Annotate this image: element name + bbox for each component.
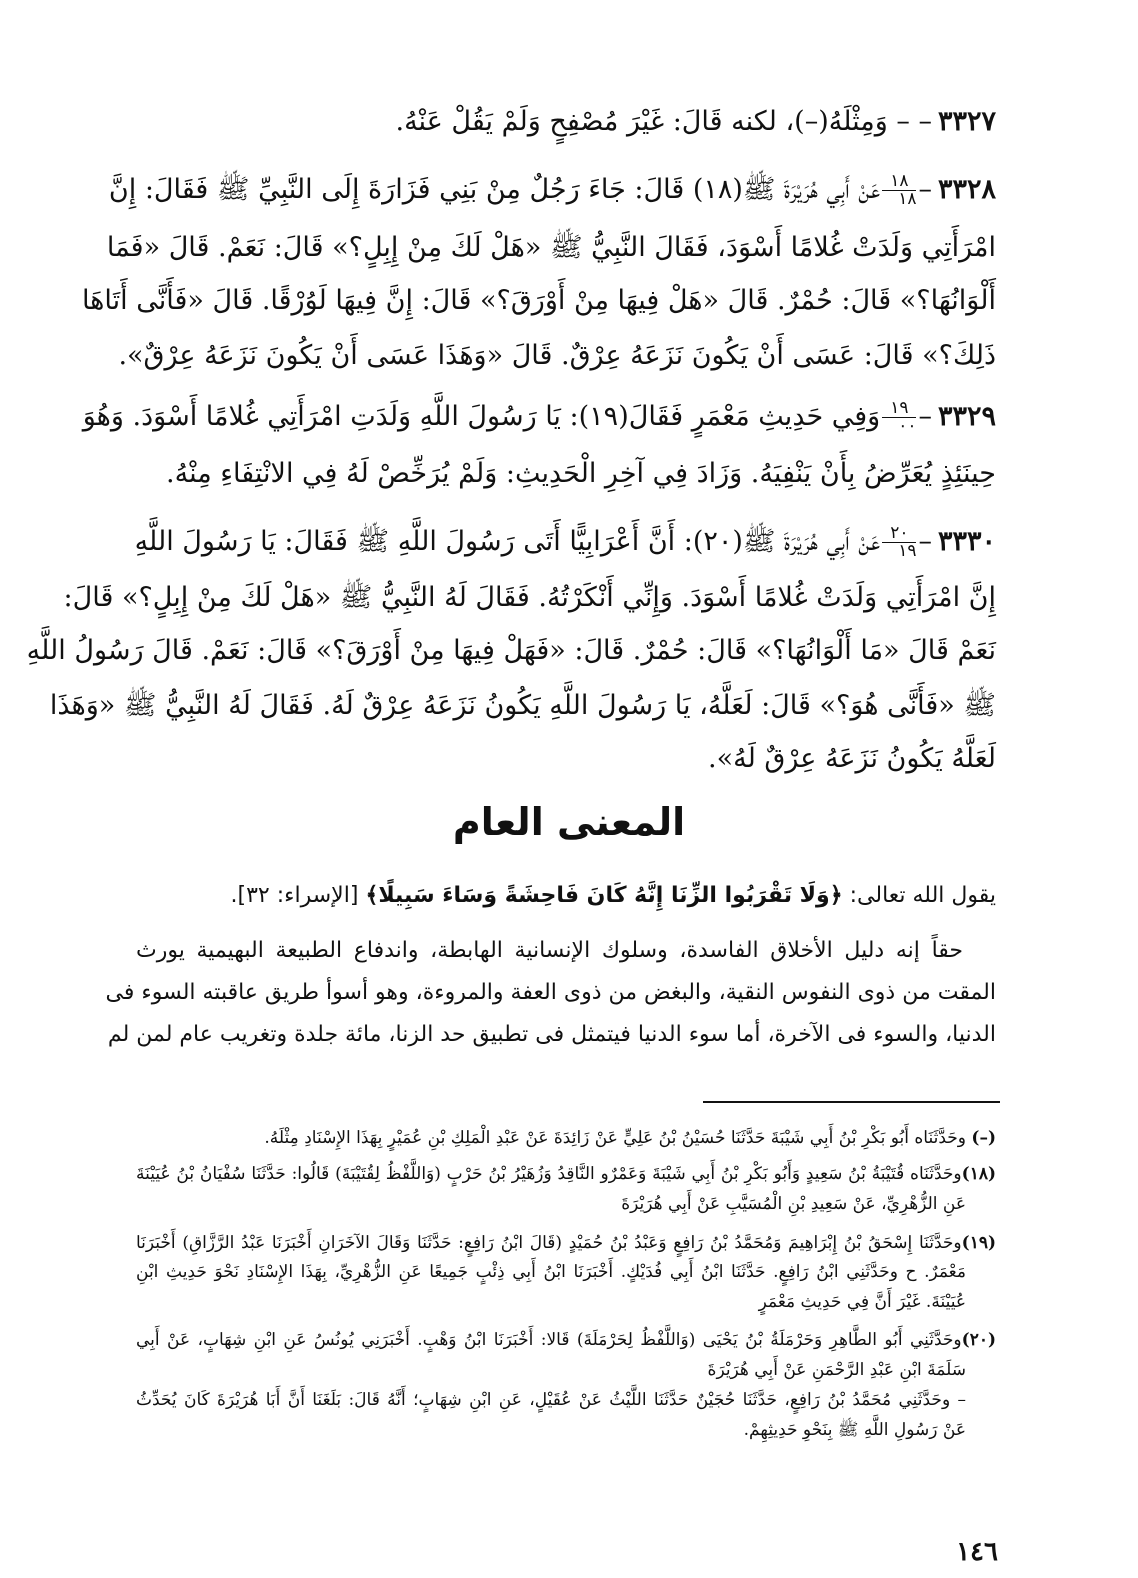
hadith-fraction: $\frac{١٩}{٠٠}$ (882, 400, 916, 435)
hadith-3330: ٣٣٣٠– $\frac{٢٠}{١٩}$ عَنْ أَبِي هُرَيْرَةَ ﷺ(٢٠): أَنَّ أَعْرَابِيًّا أَتَى رَسُولَ اللَّهِ ﷺ فَقَالَ: يَا رَسُولَ اللَّهِ (134, 523, 996, 561)
footnote-line: سَلَمَةَ ابْنِ عَبْدِ الرَّحْمَنِ عَنْ أَبِي هُرَيْرَةَ (707, 1360, 966, 1380)
footnote-line: مَعْمَرٌ. ح وحَدَّثَنِي ابْنُ رَافِعٍ. حَدَّثَنَا ابْنُ أَبِي فُدَيْكٍ. أَخْبَرَنَا ابْنُ أَبِي ذِئْبٍ جَمِيعًا عَنِ الزُّهْرِيِّ، بِهَذَا الإِسْنَادِ نَحْوَ حَدِيثِ ابْنِ (136, 1262, 966, 1282)
hadith-text: عَنْ أَبِي هُرَيْرَةَ ﷺ(٢٠): أَنَّ أَعْرَابِيًّا أَتَى رَسُولَ اللَّهِ ﷺ فَقَالَ: يَا رَسُولَ اللَّهِ (134, 526, 881, 557)
body-line: حقاً إنه دليل الأخلاق الفاسدة، وسلوك الإنسانية الهابطة، واندفاع الطبيعة البهيمية يورث (136, 938, 963, 963)
footnote: (٢٠)وحَدَّثَنِي أَبُو الطَّاهِرِ وَحَرْمَلَةُ بْنُ يَحْيَى (وَاللَّفْظُ لِحَرْمَلَةَ) قَالا: أَخْبَرَنَا ابْنُ وَهْبٍ. أَخْبَرَنِي يُونُسُ عَنِ ابْنِ شِهَابٍ، عَنْ أَبِي (136, 1330, 996, 1350)
hadith-line: حِينَئِذٍ يُعَرِّضُ بِأَنْ يَنْفِيَهُ. وَزَادَ فِي آخِرِ الْحَدِيثِ: وَلَمْ يُرَخِّصْ لَهُ فِي الانْتِفَاءِ مِنْهُ. (166, 458, 996, 489)
hadith-line: أَلْوَانُهَا؟» قَالَ: حُمْرٌ. قَالَ «هَلْ فِيهَا مِنْ أَوْرَقَ؟» قَالَ: إِنَّ فِيهَا لَوُرْقًا. قَالَ «فَأَنَّى أَتَاهَا (81, 285, 996, 316)
footnote-line: عُيَيْنَةَ. غَيْرَ أَنَّ فِي حَدِيثِ مَعْمَرٍ (758, 1292, 966, 1312)
hadith-number: ٣٣٢٨ (937, 174, 996, 205)
hadith-number: ٣٣٣٠ (937, 526, 996, 557)
hadith-text: – – وَمِثْلَهُ(–)، لكنه قَالَ: غَيْرَ مُصْفِحٍ وَلَمْ يَقُلْ عَنْهُ. (395, 106, 932, 137)
intro-lead: يقول الله تعالى: (849, 883, 996, 908)
footnote: (١٨)وحَدَّثَنَاه قُتَيْبَةُ بْنُ سَعِيدٍ وَأَبُو بَكْرِ بْنُ أَبِي شَيْبَةَ وَعَمْرٌو النَّاقِدُ وَزُهَيْرُ بْنُ حَرْبٍ (وَاللَّفْظُ لِقُتَيْبَةَ) قَالُوا: حَدَّثَنَا سُفْيَانُ بْنُ عُيَيْنَةَ (136, 1164, 996, 1184)
quran-verse: ﴿وَلَا تَقْرَبُوا الزِّنَا إِنَّهُ كَانَ فَاحِشَةً وَسَاءَ سَبِيلًا﴾ (365, 883, 843, 908)
hadith-number: ٣٣٢٧ (937, 106, 996, 137)
hadith-line: لَعَلَّهُ يَكُونُ نَزَعَهُ عِرْقٌ لَهُ». (708, 743, 996, 774)
hadith-line: نَعَمْ قَالَ «مَا أَلْوَانُهَا؟» قَالَ: حُمْرٌ. قَالَ: «فَهَلْ فِيهَا مِنْ أَوْرَقَ؟» قَالَ: نَعَمْ. قَالَ رَسُولُ اللَّهِ (26, 635, 996, 666)
verse-reference: [الإسراء: ٣٢]. (230, 883, 359, 908)
hadith-number: ٣٣٢٩ (937, 401, 996, 432)
section-title: المعنى العام (452, 800, 686, 844)
body-line: الدنيا، والسوء فى الآخرة، أما سوء الدنيا فيتمثل فى تطبيق حد الزنا، مائة جلدة وتغريب عام لمن لم (107, 1022, 996, 1047)
footnote-divider (703, 1101, 1000, 1103)
hadith-text: وَفِي حَدِيثِ مَعْمَرٍ فَقَالَ(١٩): يَا رَسُولَ اللَّهِ وَلَدَتِ امْرَأَتِي غُلامًا أَسْوَدَ. وَهُوَ (82, 401, 881, 432)
footnote: (١٩)وحَدَّثَنَا إِسْحَقُ بْنُ إِبْرَاهِيمَ وَمُحَمَّدُ بْنُ رَافِعٍ وَعَبْدُ بْنُ حُمَيْدٍ (قَالَ ابْنُ رَافِعٍ: حَدَّثَنَا وَقَالَ الآخَرَانِ أَخْبَرَنَا عَبْدُ الرَّزَّاقِ) أَخْبَرَنَا (136, 1233, 996, 1253)
intro-line (136, 883, 996, 908)
hadith-text: عَنْ أَبِي هُرَيْرَةَ ﷺ(١٨) قَالَ: جَاءَ رَجُلٌ مِنْ بَنِي فَزَارَةَ إِلَى النَّبِيِّ ﷺ فَقَالَ: إِنَّ (108, 174, 881, 205)
hadith-fraction: $\frac{٢٠}{١٩}$ (882, 525, 916, 560)
hadith-line: إِنَّ امْرَأَتِي وَلَدَتْ غُلامًا أَسْوَدَ. وَإِنِّي أَنْكَرْتُهُ. فَقَالَ لَهُ النَّبِيُّ ﷺ «هَلْ لَكَ مِنْ إِبِلٍ؟» قَالَ: (63, 582, 996, 613)
hadith-3327 (136, 106, 996, 137)
footnote-line: – وحَدَّثَنِي مُحَمَّدُ بْنُ رَافِعٍ، حَدَّثَنَا حُجَيْنٌ حَدَّثَنَا اللَّيْثُ عَنْ عُقَيْلٍ، عَنِ ابْنِ شِهَابٍ؛ أَنَّهُ قَالَ: بَلَغَنَا أَنَّ أَبَا هُرَيْرَةَ كَانَ يُحَدِّثُ (136, 1390, 966, 1410)
body-line: المقت من ذوى النفوس النقية، والبغض من ذوى العفة والمروءة، وهو أسوأ طريق عاقبته السوء فى (105, 980, 996, 1005)
footnote-line: عَنِ الزُّهْرِيِّ، عَنْ سَعِيدِ بْنِ الْمُسَيَّبِ عَنْ أَبِي هُرَيْرَةَ (621, 1194, 966, 1214)
hadith-3328: ٣٣٢٨– $\frac{١٨}{١٨}$ عَنْ أَبِي هُرَيْرَةَ ﷺ(١٨) قَالَ: جَاءَ رَجُلٌ مِنْ بَنِي فَزَارَةَ إِلَى النَّبِيِّ ﷺ فَقَالَ: إِنَّ (108, 171, 996, 209)
hadith-line: ذَلِكَ؟» قَالَ: عَسَى أَنْ يَكُونَ نَزَعَهُ عِرْقٌ. قَالَ «وَهَذَا عَسَى أَنْ يَكُونَ نَزَعَهُ عِرْقٌ». (118, 340, 996, 371)
footnote-line: عَنْ رَسُولِ اللَّهِ ﷺ بِنَحْوِ حَدِيثِهِمْ. (743, 1420, 966, 1440)
hadith-line: ﷺ «فَأَنَّى هُوَ؟» قَالَ: لَعَلَّهُ، يَا رَسُولَ اللَّهِ يَكُونُ نَزَعَهُ عِرْقٌ لَهُ. فَقَالَ لَهُ النَّبِيُّ ﷺ «وَهَذَا (49, 690, 996, 721)
hadith-3329: ٣٣٢٩– $\frac{١٩}{٠٠}$ وَفِي حَدِيثِ مَعْمَرٍ فَقَالَ(١٩): يَا رَسُولَ اللَّهِ وَلَدَتِ امْرَأَتِي غُلامًا أَسْوَدَ. وَهُوَ (82, 398, 996, 436)
hadith-fraction: $\frac{١٨}{١٨}$ (882, 173, 916, 208)
page-number: ١٤٦ (956, 1537, 998, 1567)
footnote: (–) وحَدَّثَنَاه أَبُو بَكْرِ بْنُ أَبِي شَيْبَةَ حَدَّثَنَا حُسَيْنُ بْنُ عَلِيٍّ عَنْ زَائِدَةَ عَنْ عَبْدِ الْمَلِكِ بْنِ عُمَيْرٍ بِهَذَا الإِسْنَادِ مِثْلَهُ. (264, 1128, 996, 1148)
hadith-line: امْرَأَتِي وَلَدَتْ غُلامًا أَسْوَدَ، فَقَالَ النَّبِيُّ ﷺ «هَلْ لَكَ مِنْ إِبِلٍ؟» قَالَ: نَعَمْ. قَالَ «فَمَا (106, 232, 996, 263)
